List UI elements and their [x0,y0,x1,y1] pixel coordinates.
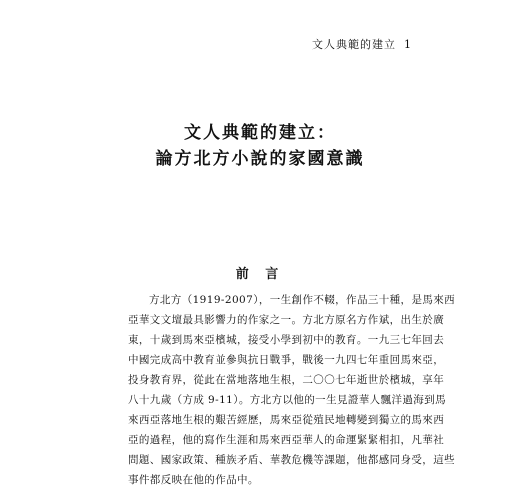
title-block [0,120,520,172]
page-number: 1 [404,38,412,51]
section-heading: 前 言 [235,267,285,282]
title-line-1: 文人典範的建立： [184,123,336,143]
paragraph-line: 中國完成高中教育並參與抗日戰爭，戰後一九四七年重回馬來亞， [128,354,445,366]
title-line-2: 論方北方小說的家國意識 [155,149,365,169]
paragraph-line: 方北方（1919-2007），一生創作不輟，作品三十種，是馬來西 [149,294,456,306]
paragraph-line: 問題、國家政策、種族矛盾、華教危機等課題，他都感同身受，這些 [128,454,455,466]
paragraph-line: 亞華文文壇最具影響力的作家之一。方北方原名方作斌，出生於廣 [128,314,445,326]
paragraph-line: 東，十歲到馬來亞檳城，接受小學到初中的教育。一九三七年回去 [128,334,445,346]
paragraph-line: 八十九歲（方成 9-11）。方北方以他的一生見證華人飄洋過海到馬 [128,394,446,406]
body-paragraph [128,290,456,490]
running-title: 文人典範的建立 [312,38,396,51]
paragraph-line: 投身教育界，從此在當地落地生根，二〇〇七年逝世於檳城，享年 [128,374,445,386]
paragraph-line: 事件都反映在他的作品中。 [128,474,259,486]
paragraph-line: 亞的過程，他的寫作生涯和馬來西亞華人的命運緊緊相扣，凡華社 [128,434,445,446]
paragraph-line: 來西亞落地生根的艱苦經歷，馬來亞從殖民地轉變到獨立的馬來西 [128,414,445,426]
running-header [312,36,412,52]
